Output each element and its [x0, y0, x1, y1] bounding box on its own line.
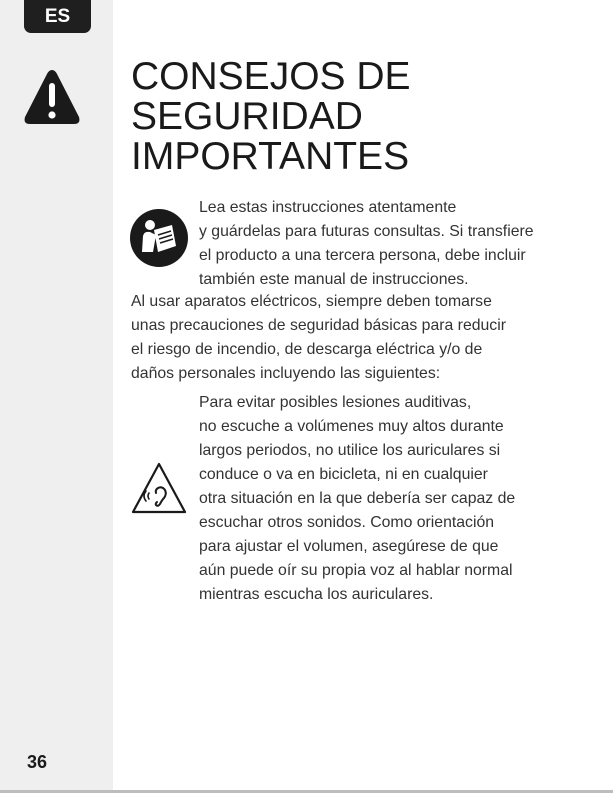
- text-line: para ajustar el volumen, asegúrese de que: [199, 538, 499, 555]
- text-line: Para evitar posibles lesiones auditivas,: [199, 394, 472, 411]
- text-line: el producto a una tercera persona, debe incluir: [199, 247, 526, 264]
- page-title: [131, 57, 591, 177]
- text-line: otra situación en la que debería ser capaz de: [199, 490, 516, 507]
- page-number: 36: [27, 752, 48, 772]
- warning-icon: [23, 67, 81, 127]
- title-line: IMPORTANTES: [131, 135, 410, 178]
- text-line: Al usar aparatos eléctricos, siempre deben tomarse: [131, 293, 492, 310]
- text-line: escuchar otros sonidos. Como orientación: [199, 514, 495, 531]
- general-paragraph: [131, 290, 506, 386]
- text-line: y guárdelas para futuras consultas. Si transfiere: [199, 223, 534, 240]
- read-manual-icon: [129, 208, 189, 268]
- manual-paragraph: [199, 196, 534, 292]
- sidebar: [0, 0, 113, 793]
- text-line: largos periodos, no utilice los auriculares si: [199, 442, 501, 459]
- hearing-paragraph: [199, 391, 515, 607]
- text-line: aún puede oír su propia voz al hablar normal: [199, 562, 513, 579]
- text-line: conduce o va en bicicleta, ni en cualquier: [199, 466, 488, 483]
- text-line: Lea estas instrucciones atentamente: [199, 199, 457, 216]
- language-badge: ES: [24, 0, 91, 33]
- text-line: también este manual de instrucciones.: [199, 271, 469, 288]
- text-line: daños personales incluyendo las siguientes:: [131, 365, 441, 382]
- text-line: el riesgo de incendio, de descarga eléctrica y/o de: [131, 341, 483, 358]
- text-line: no escuche a volúmenes muy altos durante: [199, 418, 504, 435]
- text-line: mientras escucha los auriculares.: [199, 586, 434, 603]
- text-line: unas precauciones de seguridad básicas para reducir: [131, 317, 506, 334]
- title-line: SEGURIDAD: [131, 95, 363, 138]
- hearing-warning-icon: [129, 460, 189, 516]
- title-line: CONSEJOS DE: [131, 55, 411, 98]
